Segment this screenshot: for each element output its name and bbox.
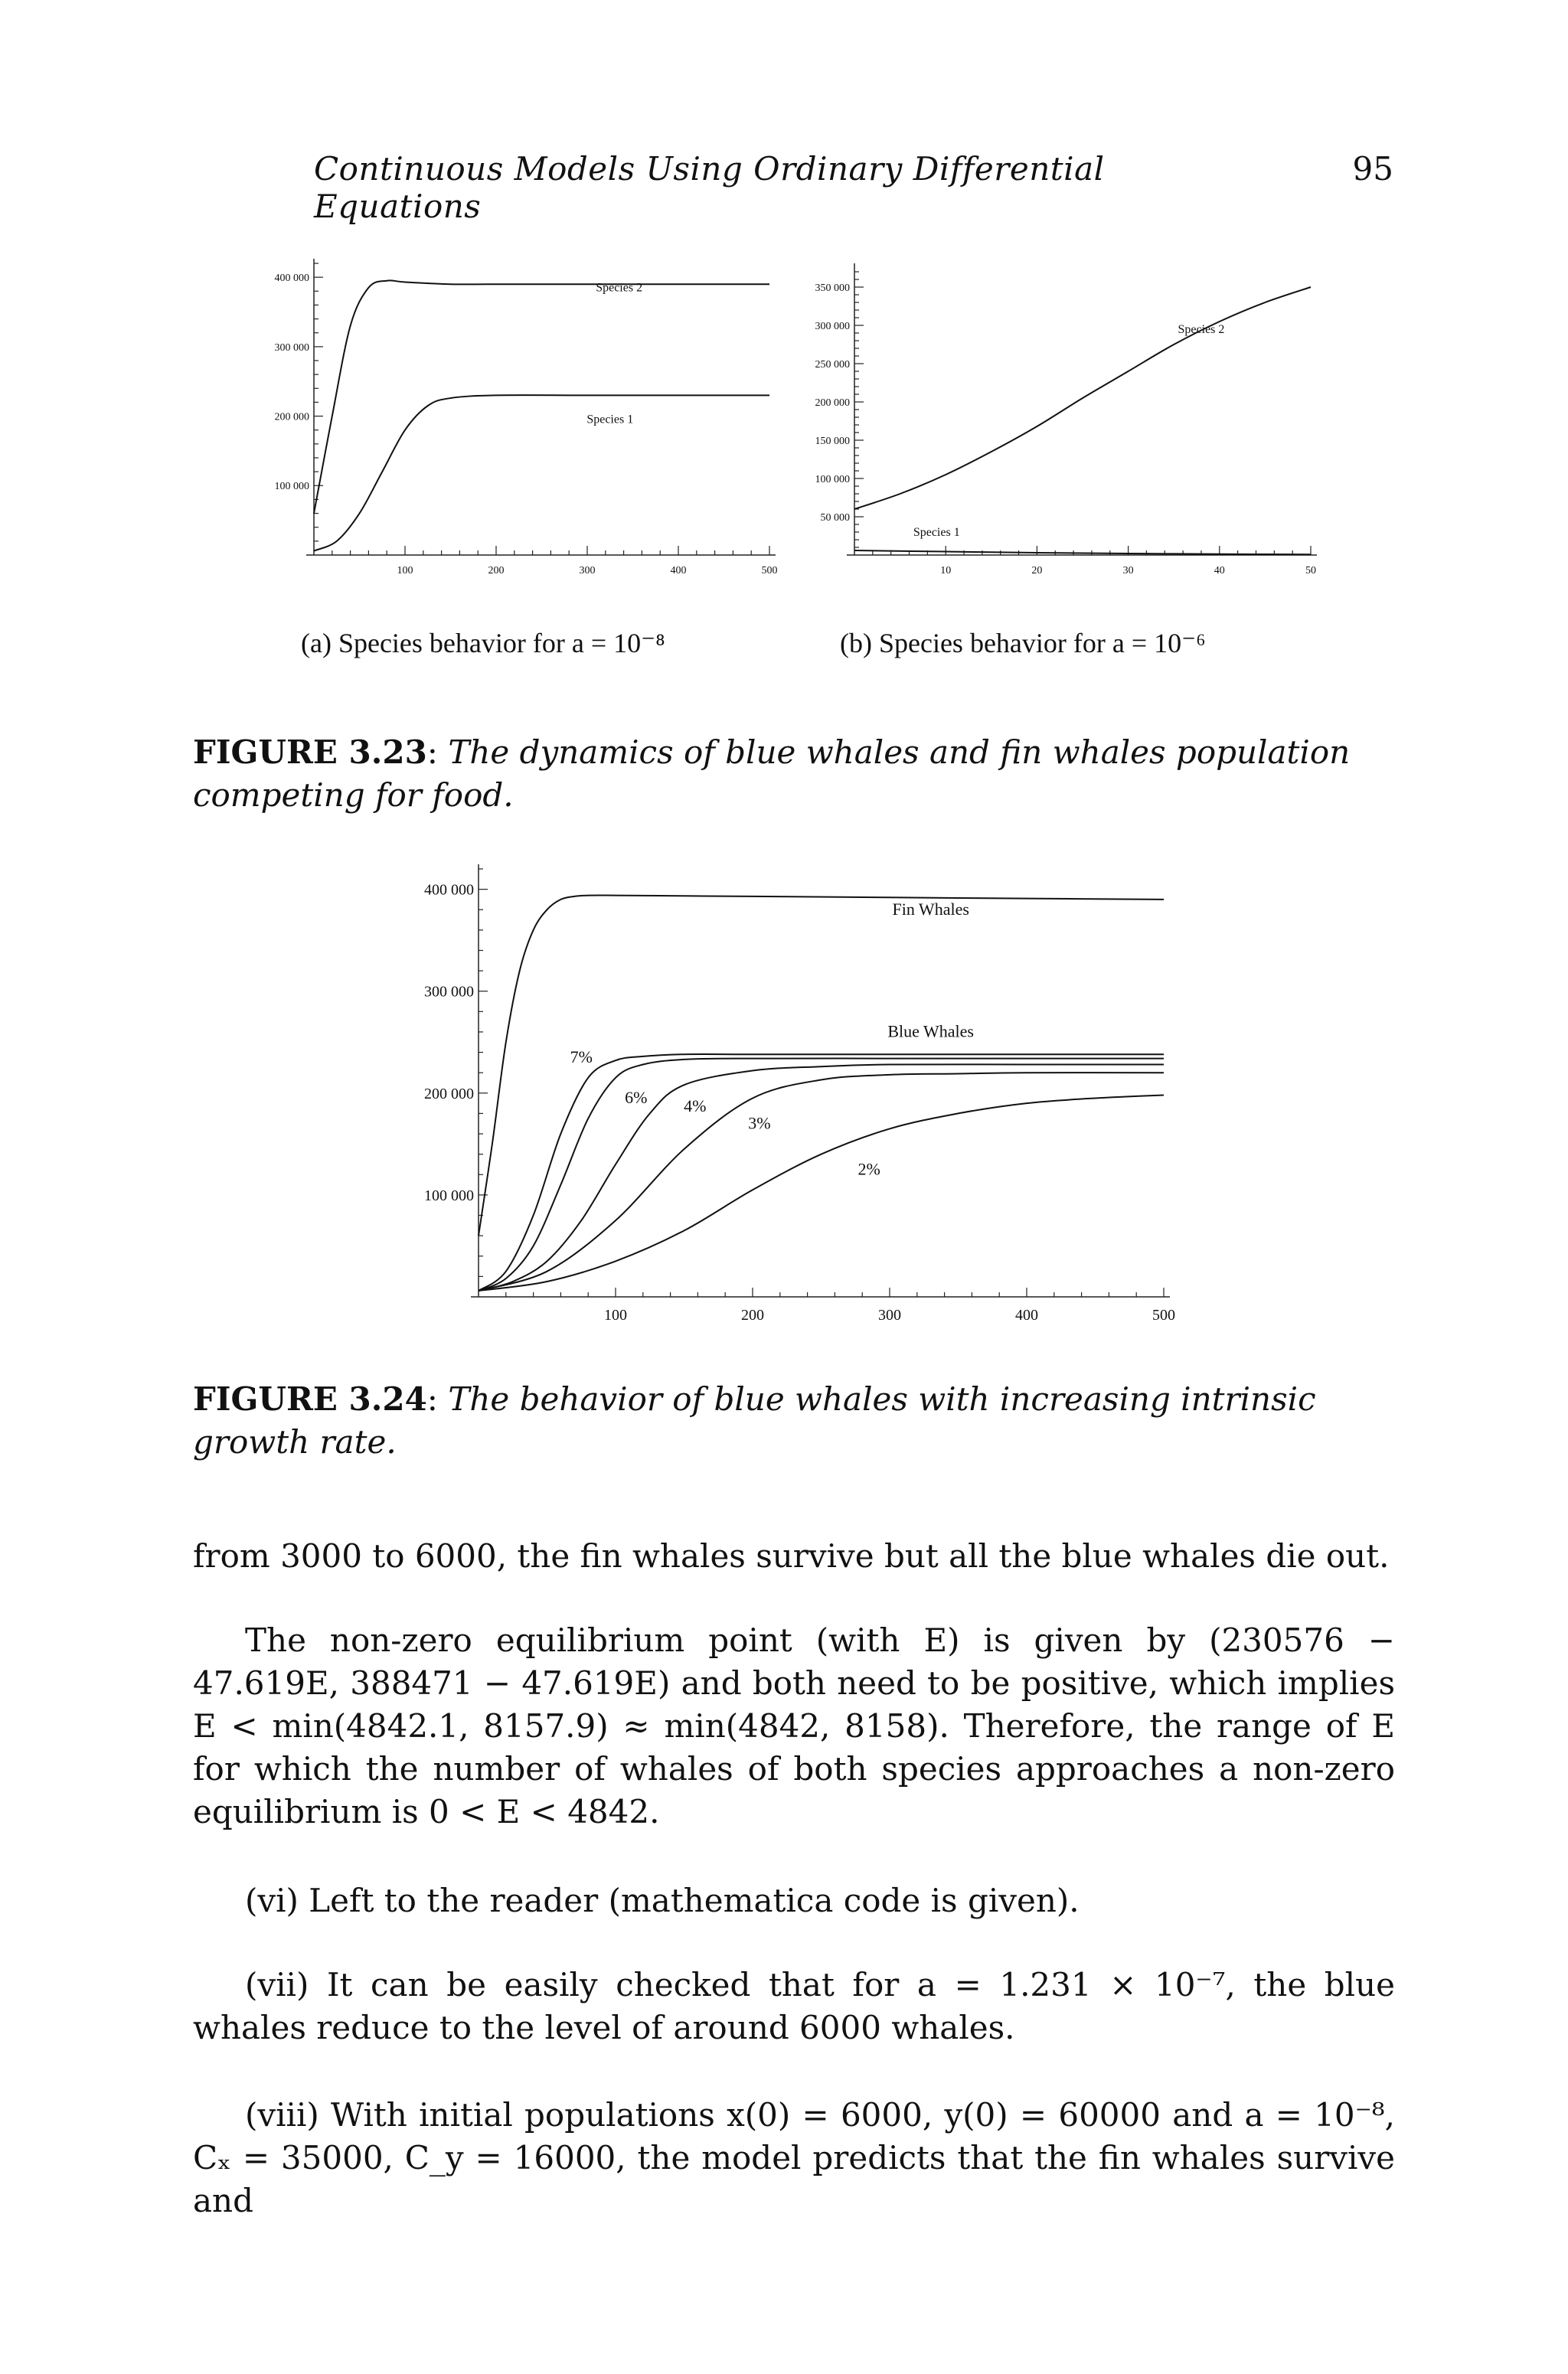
- figure-3-24-label: FIGURE 3.24: [193, 1380, 427, 1418]
- paragraph-5: (viii) With initial populations x(0) = 6000, y(0) = 60000 and a = 10⁻⁸, Cₓ = 35000, C_y = 16000, the model predicts that the fin whales survive and: [193, 2096, 1395, 2219]
- series-label: 6%: [625, 1088, 648, 1108]
- x-tick-label: 50: [1305, 565, 1316, 576]
- figure-3-23: [260, 253, 1332, 681]
- y-tick-label: 250 000: [815, 358, 850, 371]
- y-tick-label: 150 000: [815, 435, 850, 447]
- series-line-6-: [479, 1058, 1164, 1291]
- x-tick-label: 10: [940, 565, 952, 576]
- series-line-4-: [479, 1064, 1164, 1291]
- figure-3-24: [383, 842, 1225, 1347]
- x-tick-label: 200: [488, 565, 505, 576]
- y-tick-label: 200 000: [424, 1085, 474, 1102]
- series-line-species-1: [854, 550, 1311, 554]
- y-tick-label: 400 000: [274, 273, 309, 285]
- y-tick-label: 50 000: [820, 511, 850, 524]
- paragraph-2: The non-zero equilibrium point (with E) is given by (230576 − 47.619E, 388471 − 47.619E) and both need to be positive, which implies E < min(4842.1, 8157.9) ≈ min(4842, 8158). Therefore, the range of E for which the number of whales of both species approaches a non-zero equilibrium is 0 < E < 4842.: [193, 1621, 1395, 1830]
- y-tick-label: 200 000: [815, 397, 850, 409]
- x-tick-label: 100: [397, 565, 413, 576]
- chart-c: [424, 864, 1175, 1324]
- figure-3-23-caption-text: The dynamics of blue whales and fin whales population competing for food.: [193, 733, 1351, 814]
- y-tick-label: 350 000: [815, 282, 850, 294]
- x-tick-label: 40: [1214, 565, 1225, 576]
- x-tick-label: 30: [1122, 565, 1134, 576]
- y-tick-label: 300 000: [424, 983, 474, 1001]
- subcaption-b: (b) Species behavior for a = 10⁻⁶: [840, 628, 1206, 658]
- figure-3-23-label: FIGURE 3.23: [193, 733, 427, 771]
- series-line-2-: [479, 1096, 1164, 1291]
- series-label: 7%: [570, 1047, 593, 1066]
- y-tick-label: 300 000: [274, 341, 309, 354]
- x-tick-label: 400: [1015, 1307, 1038, 1324]
- y-tick-label: 100 000: [815, 473, 850, 485]
- figure-3-24-caption: FIGURE 3.24: The behavior of blue whales with increasing intrinsic growth rate.: [193, 1380, 1316, 1461]
- running-title: Continuous Models Using Ordinary Differential Equations: [314, 150, 1105, 225]
- series-line-species-2: [854, 287, 1311, 509]
- series-label: Species 2: [1178, 323, 1225, 336]
- series-label: Blue Whales: [887, 1021, 975, 1041]
- x-tick-label: 100: [604, 1307, 627, 1324]
- series-line-7-: [479, 1054, 1164, 1291]
- x-tick-label: 300: [878, 1307, 901, 1324]
- series-label: 4%: [684, 1096, 707, 1115]
- series-label: Species 1: [913, 526, 960, 539]
- x-tick-label: 300: [579, 565, 596, 576]
- series-line-3-: [479, 1073, 1164, 1291]
- x-tick-label: 500: [761, 565, 778, 576]
- series-line-species-2: [314, 280, 769, 513]
- figure-3-23-caption: FIGURE 3.23: The dynamics of blue whales and fin whales population competing for food.: [193, 733, 1351, 814]
- chart-b: [815, 263, 1318, 576]
- x-tick-label: 500: [1152, 1307, 1175, 1324]
- y-tick-label: 300 000: [815, 320, 850, 332]
- x-tick-label: 200: [741, 1307, 764, 1324]
- series-label: 2%: [858, 1159, 880, 1179]
- paragraph-1: from 3000 to 6000, the fin whales survive but all the blue whales die out.: [193, 1537, 1390, 1575]
- page-number: 95: [1352, 150, 1393, 188]
- chart-a: [275, 259, 778, 576]
- subcaption-a: (a) Species behavior for a = 10⁻⁸: [301, 628, 665, 658]
- y-tick-label: 100 000: [424, 1187, 474, 1204]
- x-tick-label: 20: [1031, 565, 1043, 576]
- series-label: Species 1: [586, 413, 634, 426]
- series-label: 3%: [748, 1113, 771, 1133]
- series-label: Fin Whales: [892, 899, 969, 919]
- y-tick-label: 200 000: [274, 411, 309, 423]
- series-line-species-1: [314, 395, 769, 550]
- y-tick-label: 400 000: [424, 881, 474, 899]
- figure-3-24-caption-text: The behavior of blue whales with increasing intrinsic growth rate.: [193, 1380, 1316, 1461]
- series-label: Species 2: [596, 281, 643, 295]
- y-tick-label: 100 000: [274, 481, 309, 493]
- paragraph-4: (vii) It can be easily checked that for a = 1.231 × 10⁻⁷, the blue whales reduce to the level of around 6000 whales.: [193, 1966, 1395, 2046]
- paragraph-3: (vi) Left to the reader (mathematica code is given).: [245, 1882, 1080, 1919]
- x-tick-label: 400: [670, 565, 687, 576]
